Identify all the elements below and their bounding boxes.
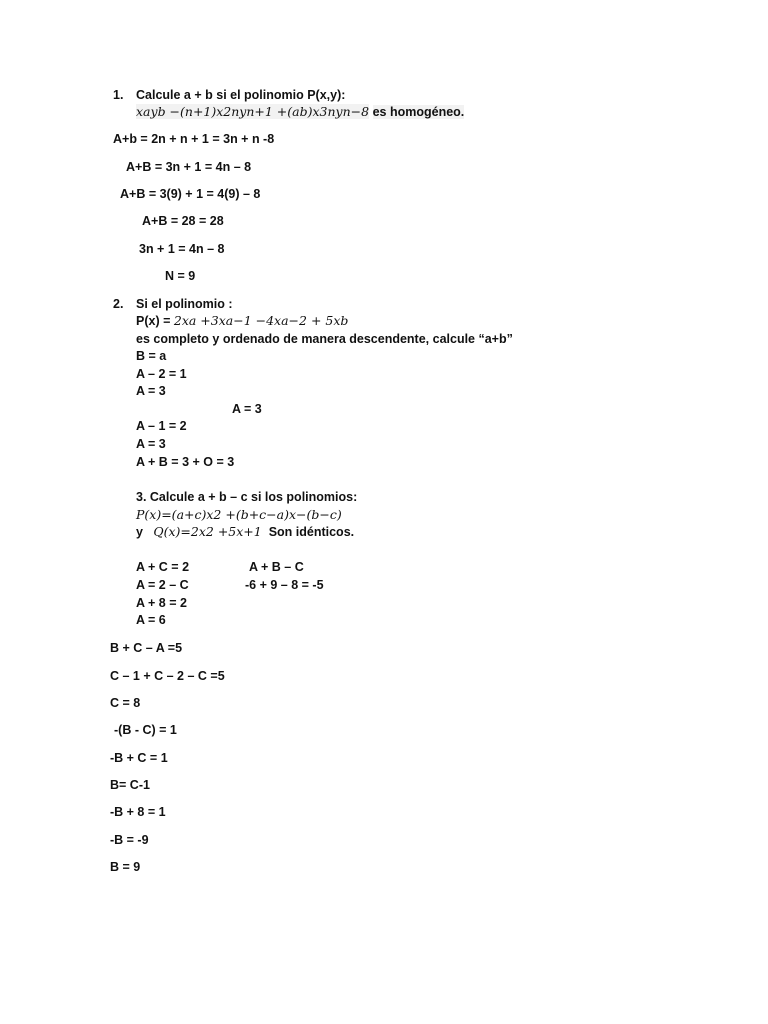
problem-3-polynomial-p: 𝑃(𝑥)=(𝑎+𝑐)𝑥2 +(𝑏+𝑐−𝑎)𝑥−(𝑏−𝑐): [136, 507, 342, 522]
problem-1-expression: 𝑥𝑎𝑦𝑏 −(𝑛+1)𝑥2𝑛𝑦𝑛+1 +(𝑎𝑏)𝑥3𝑛𝑦𝑛−8: [136, 104, 370, 119]
p2-step-3: A = 3: [136, 384, 166, 398]
problem-3-expr-p: [136, 507, 342, 523]
problem-1-statement: [136, 104, 464, 120]
p3-right-step-2: -6 + 9 – 8 = -5: [245, 578, 324, 592]
p1-step-1: A+b = 2n + n + 1 = 3n + n -8: [113, 132, 275, 146]
problem-1-prompt: Calcule a + b si el polinomio P(x,y):: [136, 88, 346, 102]
p3-step-6: B= C-1: [110, 778, 150, 792]
p3-left-step-4: A = 6: [136, 613, 166, 627]
problem-1-number: 1.: [113, 88, 124, 102]
p3-step-1: B + C – A =5: [110, 641, 183, 655]
problem-2-expr-prefix: P(x) =: [136, 314, 174, 328]
problem-3-suffix: Son idénticos.: [268, 525, 355, 539]
problem-2-prompt: Si el polinomio :: [136, 297, 233, 311]
problem-2-statement: es completo y ordenado de manera descendente, calcule “a+b”: [136, 332, 513, 346]
p2-step-4: A = 3: [232, 402, 262, 416]
p1-step-6: N = 9: [165, 269, 196, 283]
p3-step-7: -B + 8 = 1: [110, 805, 166, 819]
problem-2-polynomial: [136, 313, 348, 329]
p3-right-step-1: A + B – C: [249, 560, 304, 574]
p3-step-8: -B = -9: [110, 833, 149, 847]
p3-step-4: -(B - C) = 1: [114, 723, 177, 737]
p1-step-4: A+B = 28 = 28: [142, 214, 224, 228]
p2-step-6: A = 3: [136, 437, 166, 451]
p3-left-step-3: A + 8 = 2: [136, 596, 187, 610]
problem-3-expr-q-line: [136, 524, 354, 540]
problem-3-y-label: y: [136, 525, 143, 539]
problem-1-suffix: es homogéneo.: [372, 105, 465, 119]
p1-step-5: 3n + 1 = 4n – 8: [139, 242, 225, 256]
p1-step-3: A+B = 3(9) + 1 = 4(9) – 8: [120, 187, 261, 201]
p3-left-step-1: A + C = 2: [136, 560, 190, 574]
problem-2-number: 2.: [113, 297, 124, 311]
p2-step-7: A + B = 3 + O = 3: [136, 455, 235, 469]
problem-3-polynomial-q: 𝑄(𝑥)=2𝑥2 +5𝑥+1: [153, 524, 262, 539]
p3-step-2: C – 1 + C – 2 – C =5: [110, 669, 225, 683]
p2-step-2: A – 2 = 1: [136, 367, 187, 381]
problem-2-expression: 2𝑥𝑎 +3𝑥𝑎−1 −4𝑥𝑎−2 + 5𝑥𝑏: [173, 313, 349, 328]
p2-step-5: A – 1 = 2: [136, 419, 187, 433]
p3-step-3: C = 8: [110, 696, 141, 710]
problem-3-heading: 3. Calcule a + b – c si los polinomios:: [136, 490, 358, 504]
p3-left-step-2: A = 2 – C: [136, 578, 189, 592]
p3-step-5: -B + C = 1: [110, 751, 168, 765]
p1-step-2: A+B = 3n + 1 = 4n – 8: [126, 160, 252, 174]
p2-step-1: B = a: [136, 349, 167, 363]
p3-step-9: B = 9: [110, 860, 141, 874]
